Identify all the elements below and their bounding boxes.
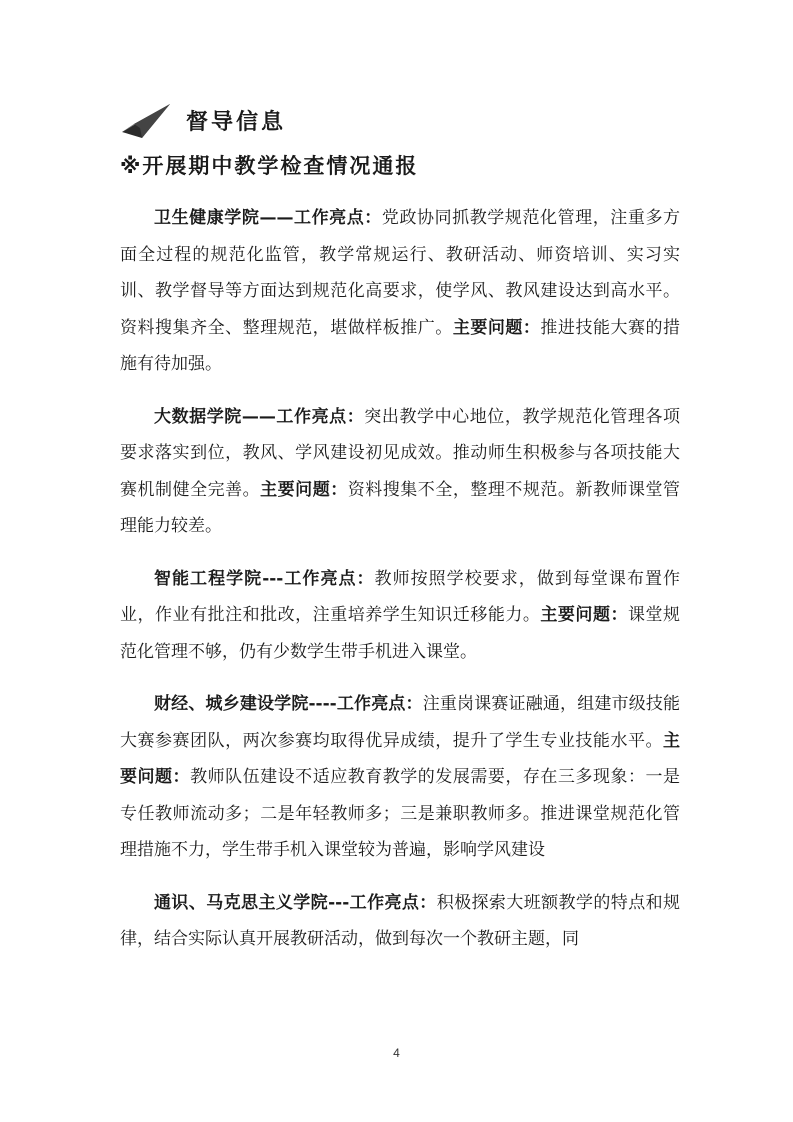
highlight-text: 党政协同抓教学规范化管理，注重多方面全过程的规范化监管，教学常规运行、教研活动、师资培训、实习实训、教学督导等方面达到规范化高要求，使学风、教风建设达到高水平。资料搜集齐全、整理规范，堪做样板推广。 [120,208,681,338]
problem-label: 主要问题： [260,479,348,500]
separator: —— [241,406,276,427]
highlight-text: 突出教学中心地位，教学规范化管理各项要求落实到位，教风、学风建设初见成效。推动师生积极参与各项技能大赛机制健全完善。 [120,406,681,500]
college-name: 通识、马克思主义学院 [154,892,329,913]
separator: --- [328,892,350,913]
highlight-label: 工作亮点： [349,892,437,913]
highlight-label: 工作亮点： [275,406,365,427]
page-number: 4 [393,1046,400,1060]
highlight-label: 工作亮点： [293,208,382,228]
college-name: 大数据学院 [154,406,242,427]
highlight-label: 工作亮点： [336,694,423,714]
highlight-text: 注重岗课赛证融通，组建市级技能大赛参赛团队，两次参赛均取得优异成绩，提升了学生专业技能水平。 [120,694,681,751]
problem-text: 教师队伍建设不适应教育教学的发展需要，存在三多现象：一是专任教师流动多；二是年轻教师多；三是兼职教师多。推进课堂规范化管理措施不力，学生带手机入课堂较为普遍，影响学风建设 [120,767,681,860]
highlight-text: 教师按照学校要求，做到每堂课布置作业，作业有批注和批改，注重培养学生知识迁移能力。 [120,568,681,625]
report-body [120,200,680,958]
college-name: 智能工程学院 [154,568,263,589]
problem-text: 推进技能大赛的措施有待加强。 [120,317,681,374]
report-paragraph-general-studies [120,885,680,958]
paper-plane-icon [120,102,172,138]
section-header [120,100,286,140]
separator: ---- [308,694,337,714]
report-paragraph-bigdata [120,399,680,545]
report-paragraph-engineering [120,561,680,671]
document-title: ※开展期中教学检查情况通报 [120,154,419,178]
college-name: 卫生健康学院 [154,208,260,228]
problem-label: 主要问题： [452,317,541,338]
report-paragraph-finance [120,686,680,869]
highlight-text: 积极探索大班额教学的特点和规律，结合实际认真开展教研活动，做到每次一个教研主题，同 [120,892,681,949]
highlight-label: 工作亮点： [283,568,375,589]
separator: —— [259,208,294,228]
problem-label: 主要问题： [120,730,680,787]
section-title: 督导信息 [186,109,287,135]
report-paragraph-health [120,200,680,383]
problem-label: 主要问题： [540,605,628,625]
college-name: 财经、城乡建设学院 [154,694,309,714]
problem-text: 课堂规范化管理不够，仍有少数学生带手机进入课堂。 [120,605,681,662]
problem-text: 资料搜集不全，整理不规范。新教师课堂管理能力较差。 [120,479,681,536]
separator: --- [262,568,284,589]
